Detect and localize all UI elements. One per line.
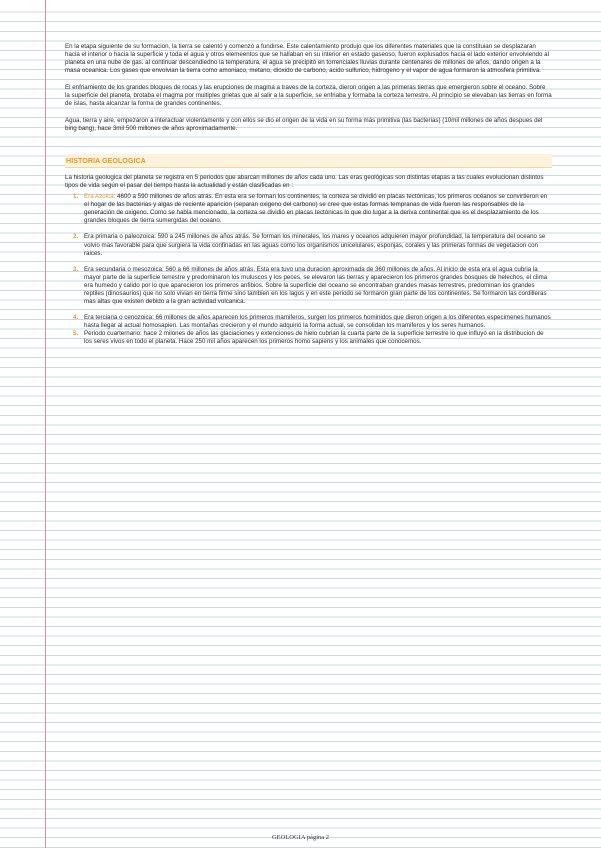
intro-paragraph-2: El enfriamiento de los grandes bloques de rocas y las erupciones de magma a traves de la corteza, dieron origen a las primeras tierras que emergieron sobre el oceano. Sobre la superficie del planeta, brotaba el magma por multiples grietas que al salir a la superficie, se enfriaba y formaba la corteza terrestre. Al principio se elevaban las tierras en forma de islas, hasta alcanzar la forma de grandes continentes.	[65, 83, 552, 108]
list-item	[65, 193, 552, 225]
list-number: 5.	[73, 330, 79, 338]
list-number: 2.	[73, 233, 79, 241]
section-intro: La historia geologica del planeta se registra en 5 periodos que abarcan millones de años cada uno. Las eras geológicas son distintas etapas a las cuales evolucionan distintos tipos de vida según el pasar del tiempo hasta la actualidad y están clasificadas en :	[65, 173, 544, 189]
list-item	[65, 233, 552, 257]
era-text: 4600 a 590 millones de años atrás. En esta era se forman los continentes, la corteza se dividió en placas tectónicas, los primeros océanos se convirtieron en el hogar de las bacterias y algas de reciente aparición (separan oxigeno del carbono) se cree que estas formas tempranas de vida fueron las responsables de la generación de oxigeno. Como se habla mencionado, la corteza se dividió en placas tectónicas lo que dio lugar a la deriva continental que es el desplazamiento de los grandes bloques de tierra sumergidas del oceano.	[84, 193, 548, 225]
era-text: Era terciaria o cenozoica: 66 millones de años aparecen los primeros mamiferos, surgen los primeros hominidos que dieron origen a los diferentes especimenes humanos hasta llegar al actual homosapien. Las montañas crecieron y el mundo adquirió la forma actual, se consolidan los mamiferos y los seres humanos.	[84, 314, 551, 330]
era-text: Periodo cuarternario: hace 2 milones de años las glaciaciones y extenciones de hielo cubrian la cuarta parte de la superficie terrestre lo que influyó en la distribucion de los seres vivos en todo el planeta. Hace 250 mil años aparecen los primeros homo sapiens y los animales que conocemos.	[84, 330, 544, 346]
document-body	[65, 43, 552, 347]
intro-paragraph-1: En la etapa siguiente de su formacion, la tierra se calentó y comenzó a fundirse. Este calentamiento produjo que los diferentes materiales que la constituian se desplazaran hacia el interior o hacia la superficie y toda el agua y otros elemeentos que se hallaban en su interior en estado gaseoso, fueron explusados hacia el lado exterior envolviendo al planeta en una nube de gas. al continuar descendiedno la temperatura, el agua se precipitó en torrenciales lluvias durante centenares de millones de años, dando origen a la masa oceanica. Los gases que envolvian la tierra como amoniaco, metano, dioxido de carbono, acido sulfurico, hidrogeno y el vapor de agua formaron la atmosfera primitiva.	[65, 43, 549, 75]
intro-paragraph-3: Agua, tierra y aire, empezaron a interactuar violentamente y con ellos se dio el origen de la vida en su forma más primitiva (las bacterias) (10mil millones de años despues del bing bang), hace 3mil 500 millones de años aproximadamente.	[65, 116, 543, 132]
page-footer: GEOLOGIA página 2	[271, 834, 330, 841]
list-number: 4.	[73, 314, 79, 322]
notebook-margin-line	[45, 0, 46, 848]
section-title: HISTORIA GEOLOGICA	[65, 154, 552, 168]
era-text: Era primaria o paleozoica: 590 a 245 millones de años atrás. Se forman los minerales, los mares y oceanos adquieren mayor profundidad, la temperatura del oceano se volvio mas favorable para que surgiera la vida confinadas en las aguas como los organismos unicelulares, esponjas, corales y las primeras formas de vegetacion con raices.	[84, 233, 546, 257]
era-text: Era secundaria o mesozoica: 560 a 66 millones de años atrás. Esta era tuvo una duracion aproximada de 360 millones de años. Al inicio de esta era el agua cubria la mayor parte de la superficie terrestre y predominaron los muluscos y los peces, se elevaron las tierras y aparecieron los primeros grandes bosques de helechos, el clima era humedo y calido por lo que aparecieron los primeros anfibios. Sobre la superficie del oceano se encontraban grandes masas terrestres, predominan los grandes reptiles (dinosaurios) que no solo vivian en tierra firme sino tambien en los lagos y en este periodo se formaron gran parte de los continentes. Se formaron las cordilleras mas altas que existen debido a la gran actividad volcanica.	[84, 265, 548, 306]
era-list	[65, 193, 552, 347]
list-number: 3.	[73, 265, 79, 273]
era-name: Era Azoica:	[84, 193, 116, 201]
list-item	[65, 330, 552, 346]
list-item	[65, 266, 552, 306]
list-item	[65, 314, 552, 330]
list-number: 1.	[73, 193, 79, 201]
